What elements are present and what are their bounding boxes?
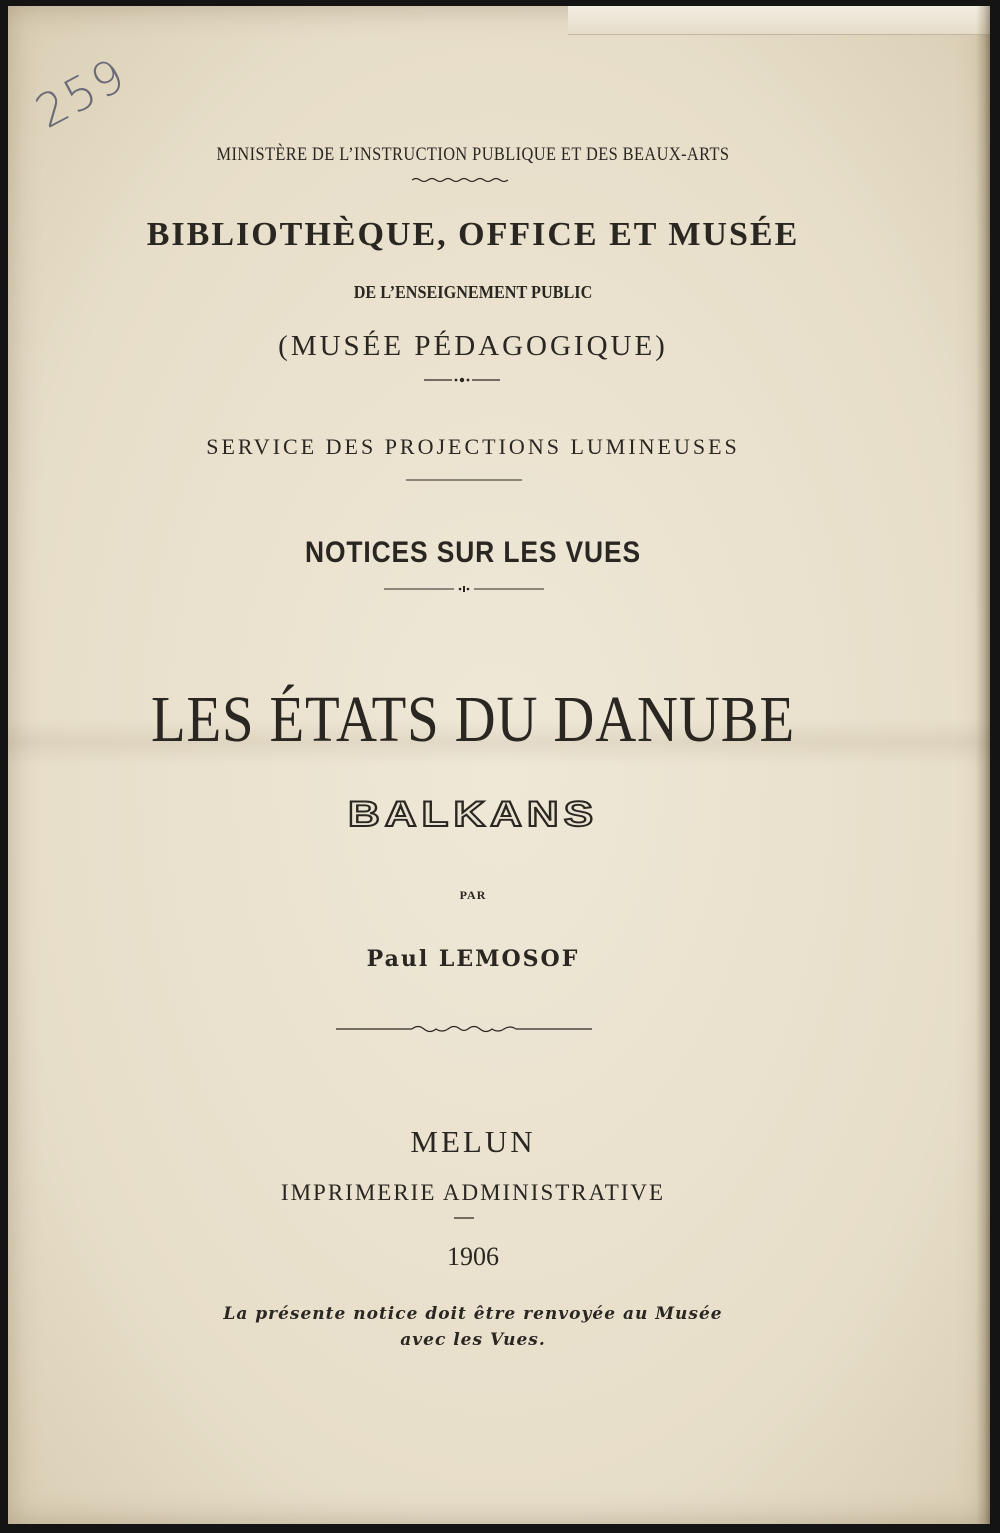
- torn-top-edge: [568, 6, 990, 35]
- dotted-rule-ornament: [422, 375, 502, 385]
- imprint-year: 1906: [447, 1242, 499, 1271]
- series-heading: NOTICES SUR LES VUES: [305, 536, 641, 569]
- document-subtitle: BALKANS: [347, 795, 599, 835]
- institution-alias: (MUSÉE PÉDAGOGIQUE): [278, 330, 668, 362]
- ministry-heading: MINISTÈRE DE L’INSTRUCTION PUBLIQUE ET DES BEAUX-ARTS: [216, 144, 730, 165]
- return-notice-line-2: avec les Vues.: [400, 1330, 546, 1350]
- plain-rule: [406, 478, 522, 482]
- author-name: Paul LEMOSOF: [366, 946, 580, 972]
- document-title: LES ÉTATS DU DANUBE: [150, 683, 796, 756]
- wavy-rule-ornament: [410, 176, 510, 184]
- by-label: PAR: [459, 888, 487, 902]
- imprint-city: MELUN: [410, 1124, 536, 1159]
- return-notice-line-1: La présente notice doit être renvoyée au Musée: [223, 1304, 723, 1324]
- short-dash: [454, 1216, 474, 1220]
- page-edge-shadow: [976, 6, 990, 1524]
- center-dot-rule-ornament: [382, 584, 546, 594]
- handwritten-number: 259: [26, 47, 135, 139]
- imprint-printer: IMPRIMERIE ADMINISTRATIVE: [280, 1180, 666, 1205]
- institution-subtitle: DE L’ENSEIGNEMENT PUBLIC: [353, 282, 593, 302]
- institution-name: BIBLIOTHÈQUE, OFFICE ET MUSÉE: [146, 216, 800, 253]
- service-heading: SERVICE DES PROJECTIONS LUMINEUSES: [206, 434, 740, 459]
- document-page: [8, 6, 990, 1524]
- flourish-rule-ornament: [334, 1022, 594, 1036]
